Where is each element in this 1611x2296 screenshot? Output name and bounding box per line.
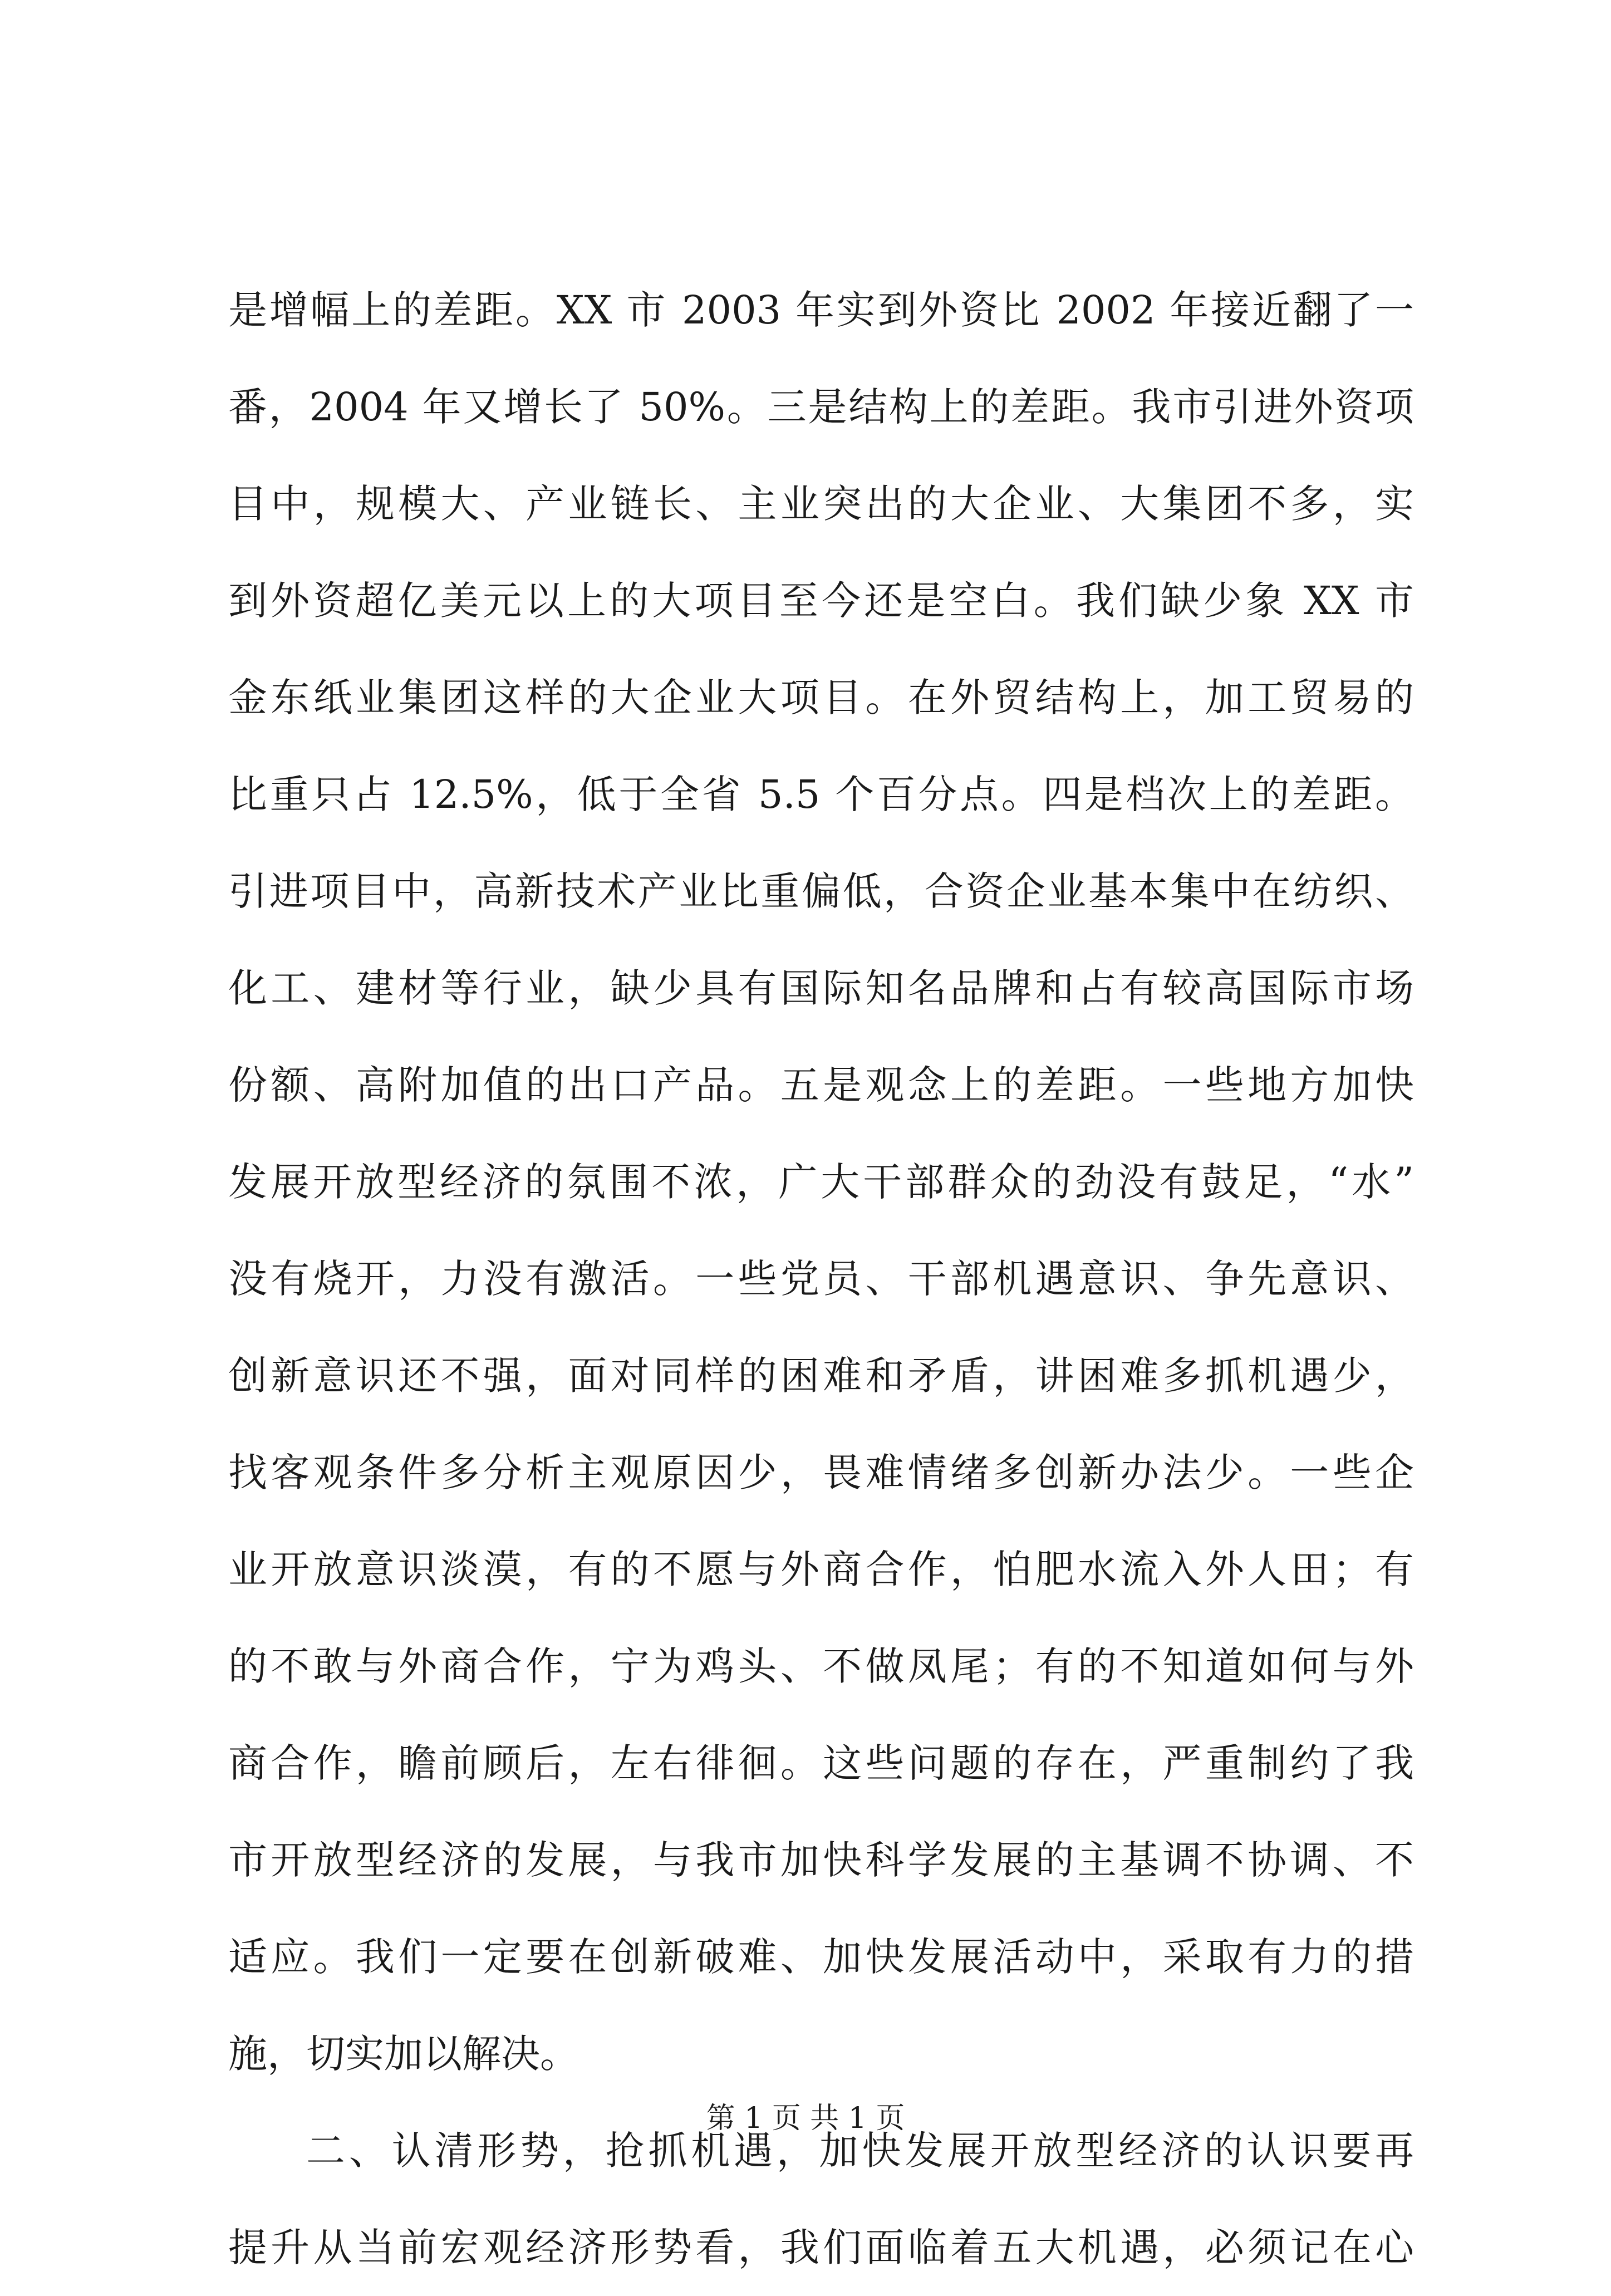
- text-line: 找客观条件多分析主观原因少，畏难情绪多创新办法少。一些企: [228, 1450, 1414, 1495]
- text-line: 番，2004 年又增长了 50%。三是结构上的差距。我市引进外资项: [228, 384, 1414, 430]
- text-line: 目中，规模大、产业链长、主业突出的大企业、大集团不多，实: [228, 481, 1414, 527]
- text-line: 商合作，瞻前顾后，左右徘徊。这些问题的存在，严重制约了我: [228, 1740, 1414, 1786]
- text-line: 化工、建材等行业，缺少具有国际知名品牌和占有较高国际市场: [228, 965, 1414, 1011]
- text-line: 市开放型经济的发展，与我市加快科学发展的主基调不协调、不: [228, 1837, 1414, 1883]
- text-line: 创新意识还不强，面对同样的困难和矛盾，讲困难多抓机遇少，: [228, 1353, 1414, 1399]
- text-line: 没有烧开，力没有激活。一些党员、干部机遇意识、争先意识、: [228, 1256, 1414, 1302]
- text-line: 提升从当前宏观经济形势看，我们面临着五大机遇，必须记在心: [228, 2225, 1414, 2270]
- text-line: 是增幅上的差距。XX 市 2003 年实到外资比 2002 年接近翻了一: [228, 287, 1414, 333]
- section-heading-line: 二、认清形势，抢抓机遇，加快发展开放型经济的认识要再: [306, 2128, 1414, 2174]
- text-line: 适应。我们一定要在创新破难、加快发展活动中，采取有力的措: [228, 1934, 1414, 1980]
- text-line: 到外资超亿美元以上的大项目至今还是空白。我们缺少象 XX 市: [228, 578, 1414, 624]
- text-line: 发展开放型经济的氛围不浓，广大干部群众的劲没有鼓足，“水”: [228, 1159, 1414, 1205]
- body-text: [228, 262, 1414, 2296]
- text-line: 引进项目中，高新技术产业比重偏低，合资企业基本集中在纺织、: [228, 869, 1414, 914]
- text-line: 份额、高附加值的出口产品。五是观念上的差距。一些地方加快: [228, 1062, 1414, 1108]
- page-footer: 第 1 页 共 1 页: [706, 2102, 905, 2135]
- text-line: 的不敢与外商合作，宁为鸡头、不做凤尾；有的不知道如何与外: [228, 1643, 1414, 1689]
- text-line: 金东纸业集团这样的大企业大项目。在外贸结构上，加工贸易的: [228, 675, 1414, 720]
- text-line: 施，切实加以解决。: [228, 2031, 579, 2077]
- text-line: 业开放意识淡漠，有的不愿与外商合作，怕肥水流入外人田；有: [228, 1547, 1414, 1592]
- text-line: 比重只占 12.5%，低于全省 5.5 个百分点。四是档次上的差距。: [228, 772, 1414, 817]
